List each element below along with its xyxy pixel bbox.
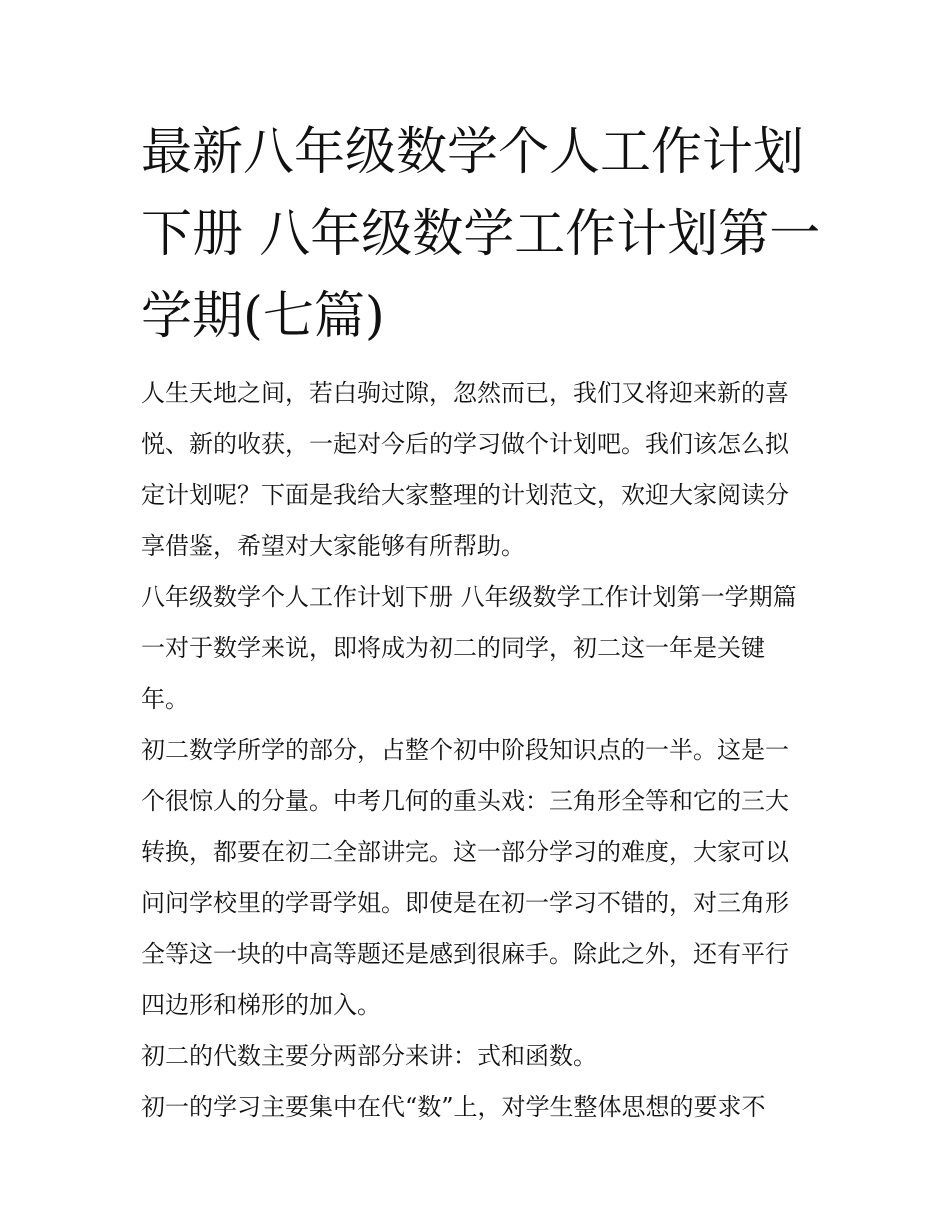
paragraph-section-one: 八年级数学个人工作计划下册 八年级数学工作计划第一学期篇一对于数学来说，即将成为初二的同学，初二这一年是关键年。 xyxy=(141,583,797,713)
paragraph-grade-two-scope: 初二数学所学的部分，占整个初中阶段知识点的一半。这是一个很惊人的分量。中考几何的重头戏：三角形全等和它的三大转换，都要在初二全部讲完。这一部分学习的难度，大家可以问问学校里的学哥学姐。即使是在初一学习不错的，对三角形全等这一块的中高等题还是感到很麻手。除此之外，还有平行四边形和梯形的加入。 xyxy=(141,736,789,1019)
paragraph-grade-one: 初一的学习主要集中在代“数”上，对学生整体思想的要求不 xyxy=(141,1093,766,1121)
paragraph-intro: 人生天地之间，若白驹过隙，忽然而已，我们又将迎来新的喜悦、新的收获，一起对今后的学习做个计划吧。我们该怎么拟定计划呢？下面是我给大家整理的计划范文，欢迎大家阅读分享借鉴，希望对大家能够有所帮助。 xyxy=(141,379,789,560)
document-title: 最新八年级数学个人工作计划下册 八年级数学工作计划第一学期(七篇) xyxy=(141,123,821,346)
document-page xyxy=(141,112,821,1133)
paragraph-algebra: 初二的代数主要分两部分来讲：式和函数。 xyxy=(141,1042,597,1070)
